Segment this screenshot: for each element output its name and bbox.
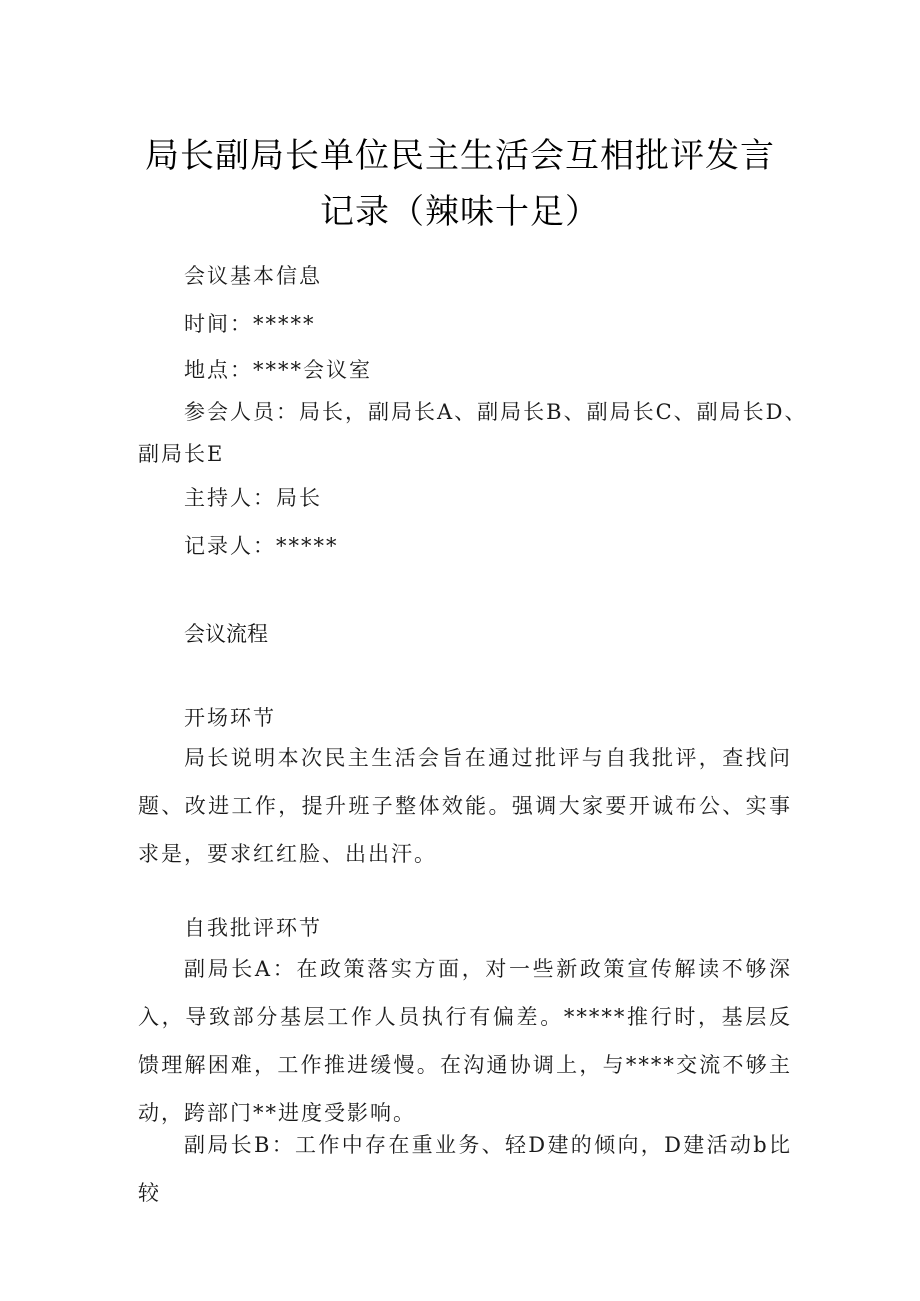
self-criticism-heading: 自我批评环节: [184, 916, 322, 940]
document-title-line-1: 局长副局长单位民主生活会互相批评发言: [145, 136, 775, 176]
meeting-location: 地点：****会议室: [184, 358, 372, 382]
meeting-recorder: 记录人：*****: [184, 534, 339, 558]
meeting-attendees: 参会人员：局长，副局长A、副局长B、副局长C、副局长D、: [184, 400, 808, 424]
meeting-host: 主持人：局长: [184, 486, 322, 510]
process-heading: 会议流程: [184, 622, 268, 646]
opening-paragraph: 局长说明本次民主生活会旨在通过批评与自我批评，查找问题、改进工作，提升班子整体效能。强调大家要开诚布公、实事求是，要求红红脸、出出汗。: [138, 746, 792, 866]
meeting-time: 时间：*****: [184, 312, 316, 336]
document-title-line-2: 记录（辣味十足）: [320, 192, 600, 232]
speech-deputy-b: 副局长B：工作中存在重业务、轻D建的倾向，D建活动b比较: [138, 1133, 792, 1205]
meeting-info-heading: 会议基本信息: [184, 264, 322, 288]
speech-deputy-a: 副局长A：在政策落实方面，对一些新政策宣传解读不够深入，导致部分基层工作人员执行有偏差。*****推行时，基层反馈理解困难，工作推进缓慢。在沟通协调上，与****交流不够主动，跨部门**进度受影响。: [138, 957, 792, 1125]
meeting-attendees-continued: 副局长E: [138, 442, 225, 466]
opening-heading: 开场环节: [184, 706, 276, 730]
